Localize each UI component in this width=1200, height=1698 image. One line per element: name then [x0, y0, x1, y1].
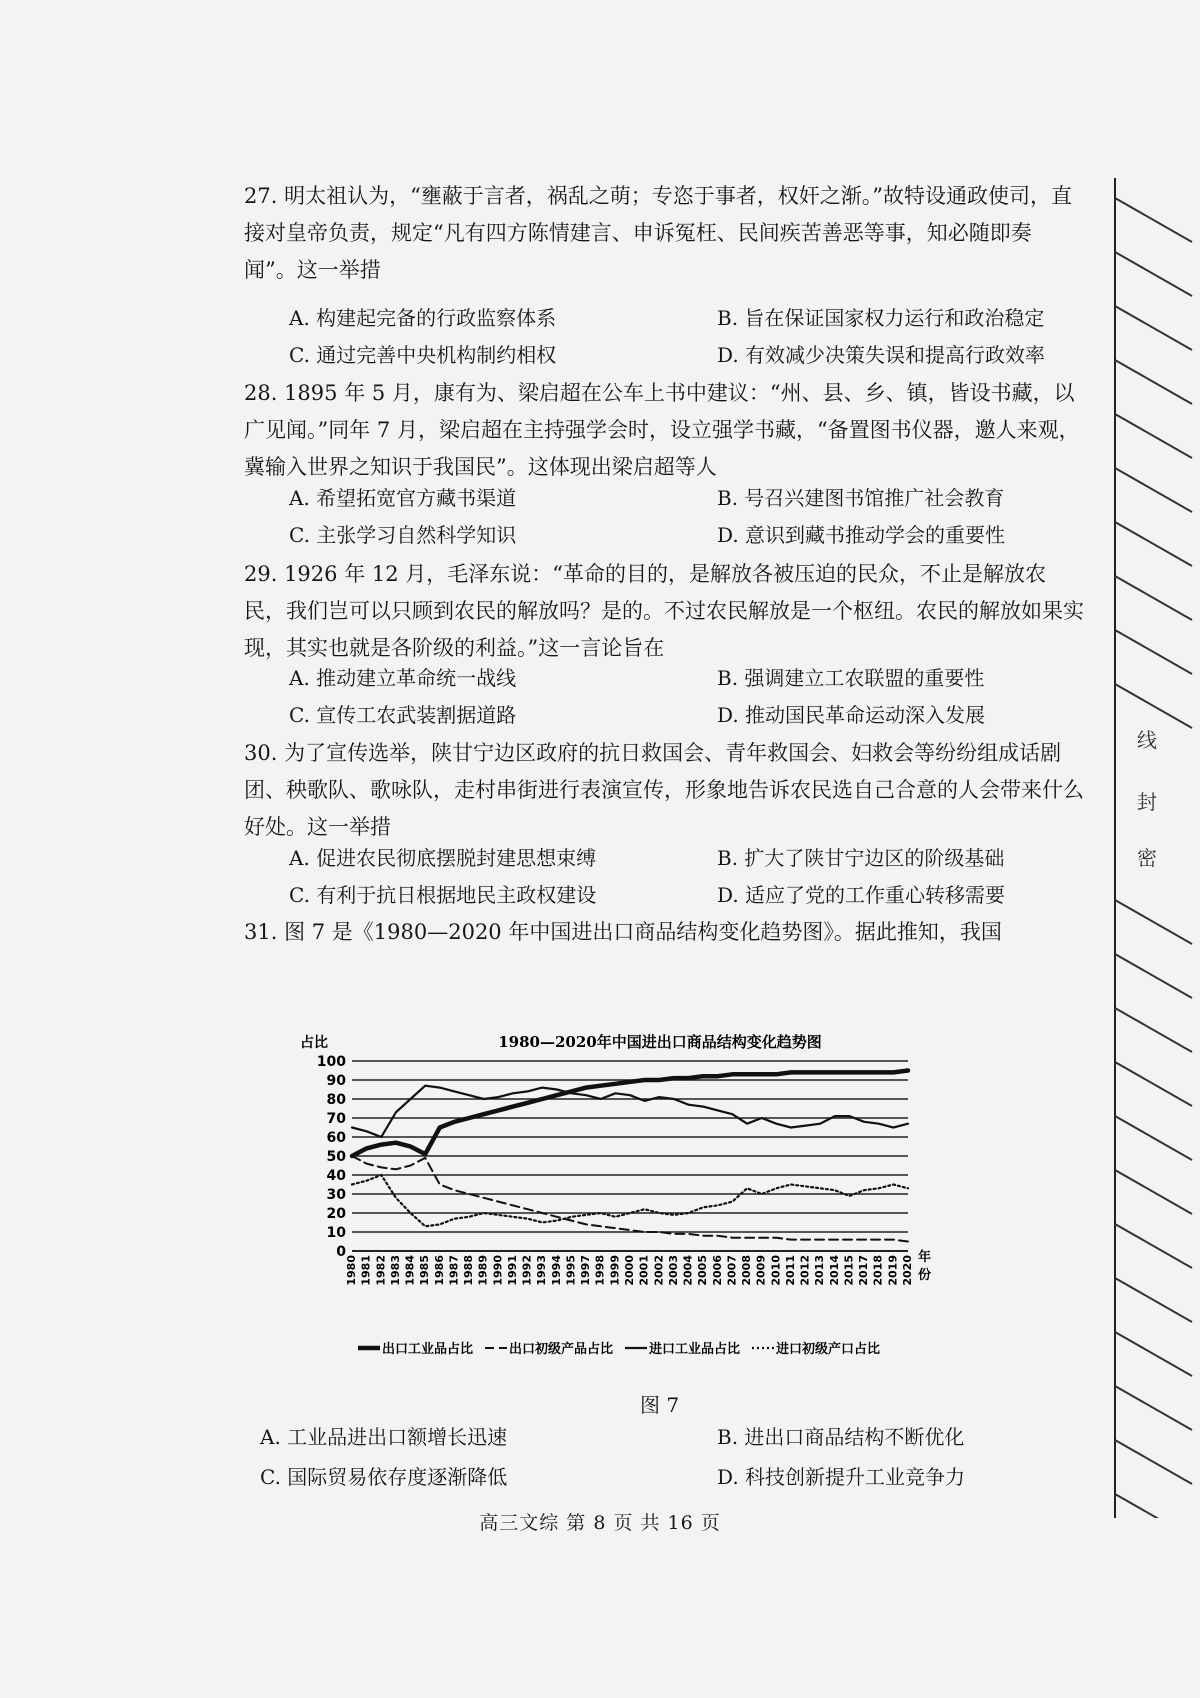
x-tick-label: 1981 [359, 1255, 373, 1286]
question-29-option-a[interactable]: A. 推动建立革命统一战线 [289, 666, 517, 690]
binding-tick [1115, 252, 1192, 296]
question-28 [244, 375, 1084, 486]
question-30 [244, 735, 1084, 846]
x-tick-label: 1991 [505, 1255, 519, 1286]
question-30-option-a[interactable]: A. 促进农民彻底摆脱封建思想束缚 [289, 846, 597, 870]
y-tick-label: 30 [326, 1187, 346, 1203]
binding-tick [1115, 900, 1192, 944]
x-tick-label: 2004 [681, 1255, 695, 1286]
binding-tick [1115, 1224, 1192, 1268]
y-tick-label: 80 [326, 1092, 346, 1108]
x-tick-label: 2012 [798, 1255, 812, 1286]
x-tick-label: 2006 [710, 1255, 724, 1286]
trade-structure-chart [300, 1021, 1020, 1379]
x-tick-label: 1993 [535, 1255, 549, 1286]
binding-tick [1115, 684, 1192, 728]
x-tick-label: 1994 [549, 1255, 563, 1286]
x-tick-label: 1980 [345, 1255, 358, 1286]
question-27-stem: 27. 明太祖认为，“壅蔽于言者，祸乱之萌；专恣于事者，权奸之渐。”故特设通政使司，直接对皇帝负责，规定“凡有四方陈情建言、申诉冤枉、民间疾苦善恶等事，知必随即奏闻”。这一举措 [244, 184, 1073, 282]
chart-title: 1980—2020年中国进出口商品结构变化趋势图 [498, 1033, 822, 1051]
question-29-option-d[interactable]: D. 推动国民革命运动深入发展 [717, 703, 986, 727]
binding-tick [1115, 522, 1192, 566]
x-axis-label: 年 [918, 1250, 932, 1265]
y-tick-label: 50 [326, 1149, 346, 1165]
y-tick-label: 100 [316, 1054, 346, 1070]
binding-tick [1115, 306, 1192, 350]
question-30-stem: 30. 为了宣传选举，陕甘宁边区政府的抗日救国会、青年救国会、妇救会等纷纷组成话剧团、秧歌队、歌咏队，走村串街进行表演宣传，形象地告诉农民选自己合意的人会带来什么好处。这一举措 [244, 741, 1084, 839]
question-29 [244, 556, 1084, 667]
question-28-option-b[interactable]: B. 号召兴建图书馆推广社会教育 [717, 486, 1005, 510]
x-tick-label: 1982 [374, 1255, 388, 1286]
y-tick-label: 0 [336, 1244, 346, 1260]
x-tick-label: 2018 [871, 1255, 885, 1286]
x-tick-label: 1998 [593, 1255, 607, 1286]
x-tick-label: 2011 [783, 1255, 797, 1286]
x-tick-label: 2009 [754, 1255, 768, 1286]
question-31-option-a[interactable]: A. 工业品进出口额增长迅速 [260, 1425, 508, 1449]
seal-line-char-2: 封 [1137, 790, 1157, 814]
question-27 [244, 178, 1084, 289]
x-tick-label: 2001 [637, 1255, 651, 1286]
question-28-option-d[interactable]: D. 意识到藏书推动学会的重要性 [717, 523, 1006, 547]
x-axis-label: 份 [918, 1268, 932, 1283]
binding-tick [1115, 1008, 1192, 1052]
x-tick-label: 2020 [901, 1255, 914, 1286]
x-tick-label: 2003 [666, 1255, 680, 1286]
binding-tick [1115, 360, 1192, 404]
question-27-option-d[interactable]: D. 有效减少决策失误和提高行政效率 [717, 343, 1046, 367]
y-tick-label: 40 [326, 1168, 346, 1184]
x-tick-label: 1997 [579, 1255, 593, 1286]
legend-entry-3: 进口工业品占比 [649, 1342, 741, 1357]
legend-entry-1: 出口工业品占比 [382, 1342, 474, 1357]
x-tick-label: 2008 [740, 1255, 754, 1286]
x-tick-label: 2013 [813, 1255, 827, 1286]
x-tick-label: 1995 [564, 1255, 578, 1286]
question-29-option-c[interactable]: C. 宣传工农武装割据道路 [289, 703, 517, 727]
page-footer: 高三文综 第 8 页 共 16 页 [479, 1512, 721, 1534]
question-31-option-c[interactable]: C. 国际贸易依存度逐渐降低 [260, 1465, 508, 1489]
question-28-option-a[interactable]: A. 希望拓宽官方藏书渠道 [289, 486, 517, 510]
question-28-option-c[interactable]: C. 主张学习自然科学知识 [289, 523, 517, 547]
binding-tick [1115, 954, 1192, 998]
y-axis-label: 占比 [300, 1035, 328, 1051]
question-27-option-c[interactable]: C. 通过完善中央机构制约相权 [289, 343, 557, 367]
x-tick-label: 2015 [842, 1255, 856, 1286]
question-27-option-a[interactable]: A. 构建起完备的行政监察体系 [289, 306, 557, 330]
x-tick-label: 1990 [491, 1255, 505, 1286]
legend-entry-2: 出口初级产品占比 [509, 1342, 614, 1357]
question-31 [244, 914, 1084, 951]
question-31-option-d[interactable]: D. 科技创新提升工业竞争力 [717, 1465, 966, 1489]
binding-tick [1115, 1062, 1192, 1106]
x-tick-label: 1983 [388, 1255, 402, 1286]
series-line-2 [352, 1156, 908, 1242]
x-tick-label: 2007 [725, 1255, 739, 1286]
question-29-stem: 29. 1926 年 12 月，毛泽东说：“革命的目的，是解放各被压迫的民众，不止是解放农民，我们岂可以只顾到农民的解放吗？是的。不过农民解放是一个枢纽。农民的解放如果实现，其实也就是各阶级的利益。”这一言论旨在 [244, 562, 1084, 660]
x-tick-label: 2002 [652, 1255, 666, 1286]
question-31-stem: 31. 图 7 是《1980—2020 年中国进出口商品结构变化趋势图》。据此推知，我国 [244, 920, 1002, 944]
x-tick-label: 2005 [696, 1255, 710, 1286]
binding-tick [1115, 1332, 1192, 1376]
question-30-option-c[interactable]: C. 有利于抗日根据地民主政权建设 [289, 883, 597, 907]
binding-tick [1115, 468, 1192, 512]
x-tick-label: 1989 [476, 1255, 490, 1286]
seal-line-char-3: 密 [1137, 846, 1157, 870]
x-tick-label: 2019 [886, 1255, 900, 1286]
x-tick-label: 2017 [857, 1255, 871, 1286]
x-tick-label: 2014 [827, 1255, 841, 1286]
series-line-4 [352, 1175, 908, 1226]
series-line-1 [352, 1071, 908, 1157]
x-tick-label: 1984 [403, 1255, 417, 1286]
x-tick-label: 1988 [462, 1255, 476, 1286]
binding-tick [1115, 1116, 1192, 1160]
x-tick-label: 1985 [418, 1255, 432, 1286]
y-tick-label: 90 [326, 1073, 346, 1089]
seal-line-char-1: 线 [1137, 728, 1157, 752]
question-27-option-b[interactable]: B. 旨在保证国家权力运行和政治稳定 [717, 306, 1045, 330]
binding-tick [1115, 630, 1192, 674]
binding-tick [1115, 1440, 1192, 1484]
question-28-stem: 28. 1895 年 5 月，康有为、梁启超在公车上书中建议：“州、县、乡、镇，皆设书藏，以广见闻。”同年 7 月，梁启超在主持强学会时，设立强学书藏，“备置图书仪器，邀人来观，冀输入世界之知识于我国民”。这体现出梁启超等人 [244, 381, 1080, 479]
x-tick-label: 1992 [520, 1255, 534, 1286]
question-29-option-b[interactable]: B. 强调建立工农联盟的重要性 [717, 666, 985, 690]
binding-tick [1115, 1386, 1192, 1430]
x-tick-label: 1987 [447, 1255, 461, 1286]
x-tick-label: 2000 [623, 1255, 636, 1286]
binding-tick [1115, 198, 1192, 242]
binding-tick [1115, 1278, 1192, 1322]
series-line-3 [352, 1086, 908, 1137]
question-30-option-b[interactable]: B. 扩大了陕甘宁边区的阶级基础 [717, 846, 1005, 870]
x-tick-label: 2010 [769, 1255, 783, 1286]
question-30-option-d[interactable]: D. 适应了党的工作重心转移需要 [717, 883, 1006, 907]
question-31-option-b[interactable]: B. 进出口商品结构不断优化 [717, 1425, 965, 1449]
y-tick-label: 70 [326, 1111, 346, 1127]
y-tick-label: 60 [326, 1130, 346, 1146]
y-tick-label: 10 [326, 1225, 346, 1241]
binding-tick [1115, 576, 1192, 620]
figure-label: 图 7 [640, 1393, 680, 1417]
binding-tick [1115, 1494, 1192, 1518]
legend-entry-4: 进口初级产口占比 [776, 1342, 881, 1357]
binding-tick [1115, 1170, 1192, 1214]
x-tick-label: 1999 [608, 1255, 622, 1286]
y-tick-label: 20 [326, 1206, 346, 1222]
binding-tick [1115, 414, 1192, 458]
x-tick-label: 1986 [432, 1255, 446, 1286]
